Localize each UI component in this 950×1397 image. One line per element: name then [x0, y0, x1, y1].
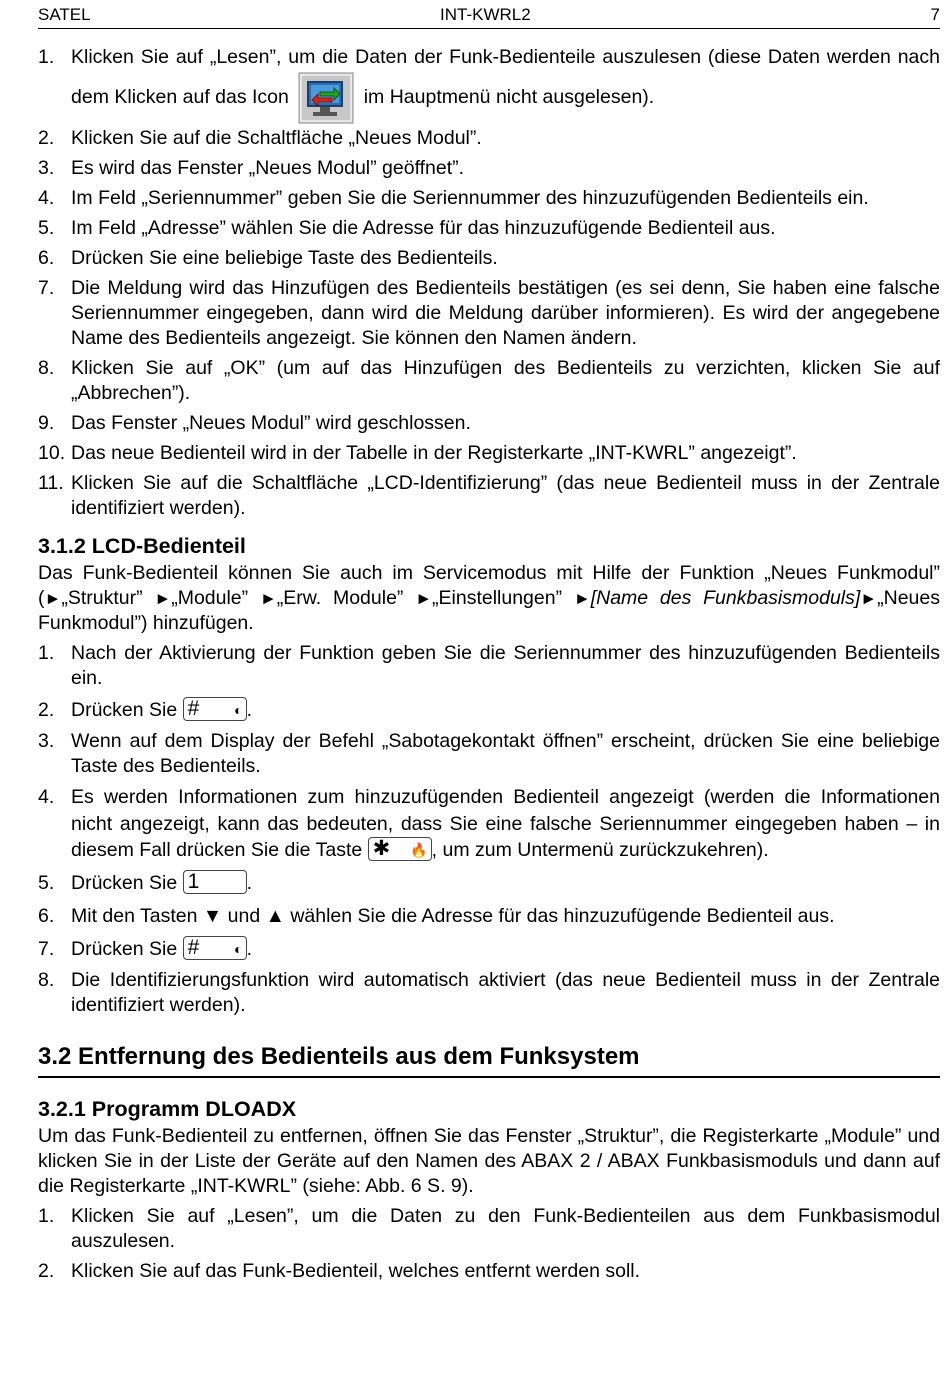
- list-item: 5. Drücken Sie 1 .: [38, 869, 253, 894]
- list-item: 5. Im Feld „Adresse” wählen Sie die Adresse für das hinzuzufügende Bedienteil aus.: [38, 217, 776, 239]
- hash-key-icon: # ◐: [183, 697, 247, 721]
- dloadx-remove-steps: [38, 1204, 940, 1284]
- list-item: 2. Klicken Sie auf die Schaltfläche „Neues Modul”.: [38, 127, 482, 149]
- arrow-right-icon: ►: [415, 589, 433, 608]
- list-item: 9. Das Fenster „Neues Modul” wird geschlossen.: [38, 412, 471, 434]
- section-intro: Um das Funk-Bedienteil zu entfernen, öffnen Sie das Fenster „Struktur”, die Registerkarte „Module” und klicken Sie in der Liste der Geräte auf den Namen des ABAX 2 / ABAX Funkbasismoduls und dann auf die Registerkarte „INT-KWRL” (siehe: Abb. 6 S. 9).: [38, 1124, 940, 1197]
- arrow-right-icon: ►: [860, 589, 878, 608]
- section-heading-3-2: 3.2 Entfernung des Bedienteils aus dem Funksystem: [38, 1040, 940, 1078]
- list-item: 4. Es werden Informationen zum hinzuzufügenden Bedienteil angezeigt (werden die Informationen nicht angezeigt, kann das bedeuten, dass Sie eine falsche Seriennummer eingegeben haben – in diesem Fall drücken Sie die Taste ✱ 🔥 , um zum Untermenü zurückzukehren).: [38, 786, 940, 861]
- arrow-right-icon: ►: [154, 589, 172, 608]
- list-item: 1. Nach der Aktivierung der Funktion geben Sie die Seriennummer des hinzuzufügenden Bedienteils ein.: [38, 642, 940, 689]
- section-heading-3-1-2: 3.1.2 LCD-Bedienteil: [38, 534, 246, 558]
- list-item: 4. Im Feld „Seriennummer” geben Sie die Seriennummer des hinzuzufügenden Bedienteils ein.: [38, 187, 869, 209]
- arrow-right-icon: ►: [573, 589, 591, 608]
- arrow-right-icon: ►: [44, 589, 62, 608]
- list-item: 1. Klicken Sie auf „Lesen”, um die Daten zu den Funk-Bedienteilen aus dem Funkbasismodul auszulesen.: [38, 1204, 940, 1252]
- list-item: 8. Klicken Sie auf „OK” (um auf das Hinzufügen des Bedienteils zu verzichten, klicken Sie auf „Abbrechen”).: [38, 357, 940, 404]
- list-item: 3. Es wird das Fenster „Neues Modul” geöffnet”.: [38, 157, 465, 179]
- arrow-up-icon: ▲: [265, 904, 285, 927]
- page-header: [38, 0, 940, 29]
- list-item: 10. Das neue Bedienteil wird in der Tabelle in der Registerkarte „INT-KWRL” angezeigt”.: [38, 442, 797, 464]
- list-item: 7. Die Meldung wird das Hinzufügen des Bedienteils bestätigen (es sei denn, Sie haben eine falsche Seriennummer eingegeben, dann wird die Meldung darüber informieren). Es wird der angegebene Name des Bedienteils angezeigt. Sie können den Namen ändern.: [38, 277, 940, 349]
- hash-key-icon: # ◐: [183, 936, 247, 960]
- list-item: 1. Klicken Sie auf „Lesen”, um die Daten der Funk-Bedienteile auszulesen (diese Daten werden nach dem Klicken auf das Icon im Hauptmenü nicht ausgelesen).: [38, 42, 940, 124]
- one-key-icon: 1: [183, 870, 247, 894]
- list-item: 8. Die Identifizierungsfunktion wird automatisch aktiviert (das neue Bedienteil muss in der Zentrale identifiziert werden).: [38, 968, 940, 1016]
- arrow-right-icon: ►: [259, 589, 277, 608]
- page-number: 7: [930, 5, 940, 24]
- section-intro: Das Funk-Bedienteil können Sie auch im Servicemodus mit Hilfe der Funktion „Neues Funkmodul” (►„Struktur” ►„Module” ►„Erw. Module” ►„Einstellungen” ►[Name des Funkbasismoduls]►„Neues Funkmodul”) hinzufügen.: [38, 562, 940, 634]
- manual-page: [38, 0, 940, 1289]
- list-item: 7. Drücken Sie # ◐ .: [38, 935, 253, 960]
- list-item: 2. Drücken Sie # ◐ .: [38, 697, 253, 721]
- section-heading-3-2-1: 3.2.1 Programm DLOADX: [38, 1096, 297, 1121]
- list-item: 11. Klicken Sie auf die Schaltfläche „LCD-Identifizierung” (das neue Bedienteil muss in der Zentrale identifiziert werden).: [38, 472, 940, 519]
- lcd-add-steps: [38, 641, 940, 1018]
- star-key-icon: ✱ 🔥: [368, 837, 432, 861]
- list-item: 2. Klicken Sie auf das Funk-Bedienteil, welches entfernt werden soll.: [38, 1259, 641, 1282]
- brand-name: SATEL: [38, 5, 91, 24]
- list-item: 6. Drücken Sie eine beliebige Taste des Bedienteils.: [38, 247, 498, 269]
- document-title: INT-KWRL2: [440, 5, 531, 24]
- dloadx-add-steps: [38, 42, 940, 521]
- arrow-down-icon: ▼: [202, 904, 223, 927]
- list-item: 6. Mit den Tasten ▼ und ▲ wählen Sie die Adresse für das hinzuzufügende Bedienteil aus.: [38, 904, 835, 927]
- list-item: 3. Wenn auf dem Display der Befehl „Sabotagekontakt öffnen” erscheint, drücken Sie eine beliebige Taste des Bedienteils.: [38, 730, 940, 777]
- read-all-icon: [298, 72, 354, 124]
